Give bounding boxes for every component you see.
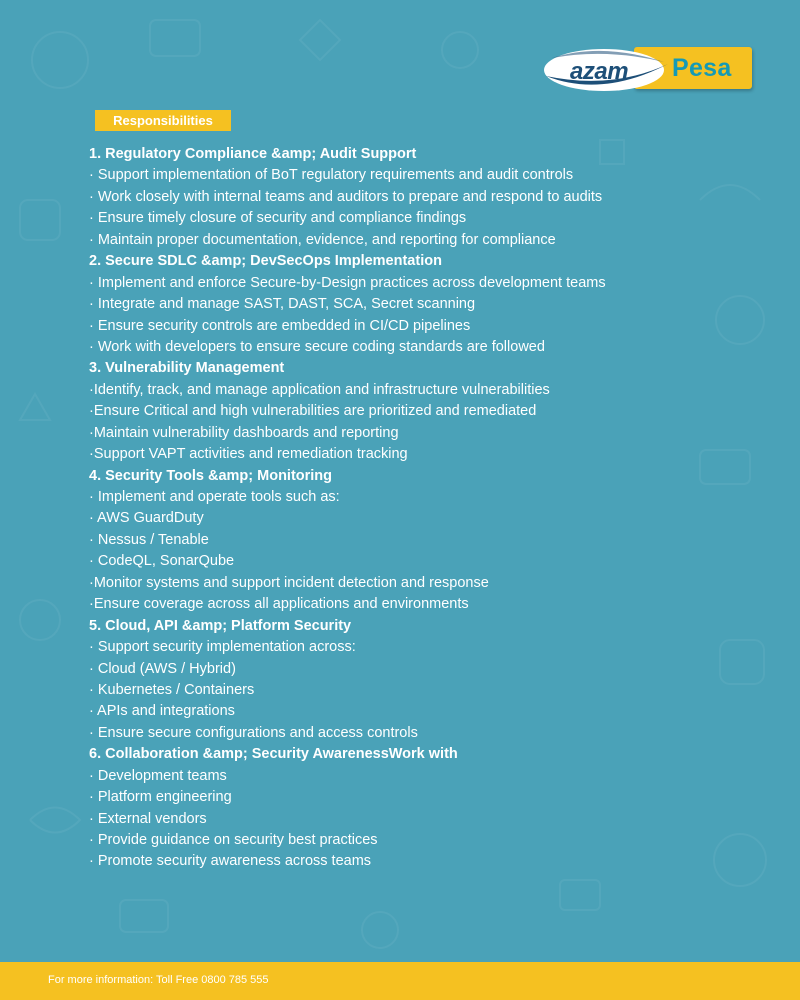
list-item: · Support implementation of BoT regulatory requirements and audit controls <box>89 167 574 184</box>
responsibilities-list <box>89 144 779 873</box>
list-item: · Ensure timely closure of security and compliance findings <box>89 210 467 227</box>
section-heading: 1. Regulatory Compliance &amp; Audit Support <box>89 146 417 162</box>
list-item: · Support security implementation across: <box>89 639 356 656</box>
list-item: ·Support VAPT activities and remediation tracking <box>89 446 408 463</box>
azampesa-logo <box>542 46 754 94</box>
section-heading: 5. Cloud, API &amp; Platform Security <box>89 617 352 634</box>
footer-contact-text: For more information: Toll Free 0800 785 555 <box>48 974 269 986</box>
responsibilities-badge: Responsibilities <box>95 110 231 131</box>
list-item: ·Identify, track, and manage application and infrastructure vulnerabilities <box>89 381 550 398</box>
list-item: · Development teams <box>89 767 227 784</box>
list-item: · Maintain proper documentation, evidence, and reporting for compliance <box>89 231 556 248</box>
list-item: · APIs and integrations <box>89 703 235 720</box>
list-item: · Work with developers to ensure secure coding standards are followed <box>89 338 545 355</box>
list-item: · Platform engineering <box>89 789 232 806</box>
footer-bar <box>0 962 800 1000</box>
list-item: · AWS GuardDuty <box>89 510 204 527</box>
logo-azam-text: azam <box>570 58 629 85</box>
section-heading: 3. Vulnerability Management <box>89 360 285 377</box>
section-heading: 6. Collaboration &amp; Security AwarenessWork with <box>89 746 458 763</box>
logo-pesa-text: Pesa <box>672 54 732 82</box>
list-item: · Work closely with internal teams and auditors to prepare and respond to audits <box>89 188 603 205</box>
list-item: · External vendors <box>89 810 207 827</box>
list-item: · Nessus / Tenable <box>89 531 209 548</box>
list-item: · Promote security awareness across teams <box>89 853 372 870</box>
list-item: · Kubernetes / Containers <box>89 681 255 698</box>
list-item: · Integrate and manage SAST, DAST, SCA, Secret scanning <box>89 296 476 313</box>
list-item: · Provide guidance on security best practices <box>89 832 378 848</box>
list-item: ·Ensure coverage across all applications and environments <box>89 596 469 613</box>
list-item: ·Maintain vulnerability dashboards and reporting <box>89 424 399 441</box>
list-item: · Ensure secure configurations and access controls <box>89 724 418 741</box>
list-item: · Cloud (AWS / Hybrid) <box>89 660 236 677</box>
list-item: · Ensure security controls are embedded in CI/CD pipelines <box>89 317 471 334</box>
list-item: ·Ensure Critical and high vulnerabilities are prioritized and remediated <box>89 403 537 420</box>
list-item: · CodeQL, SonarQube <box>89 553 235 570</box>
list-item: · Implement and operate tools such as: <box>89 489 340 505</box>
list-item: · Implement and enforce Secure-by-Design practices across development teams <box>89 274 606 291</box>
section-heading: 2. Secure SDLC &amp; DevSecOps Implementation <box>89 253 442 270</box>
list-item: ·Monitor systems and support incident detection and response <box>89 574 489 591</box>
section-heading: 4. Security Tools &amp; Monitoring <box>89 467 333 484</box>
